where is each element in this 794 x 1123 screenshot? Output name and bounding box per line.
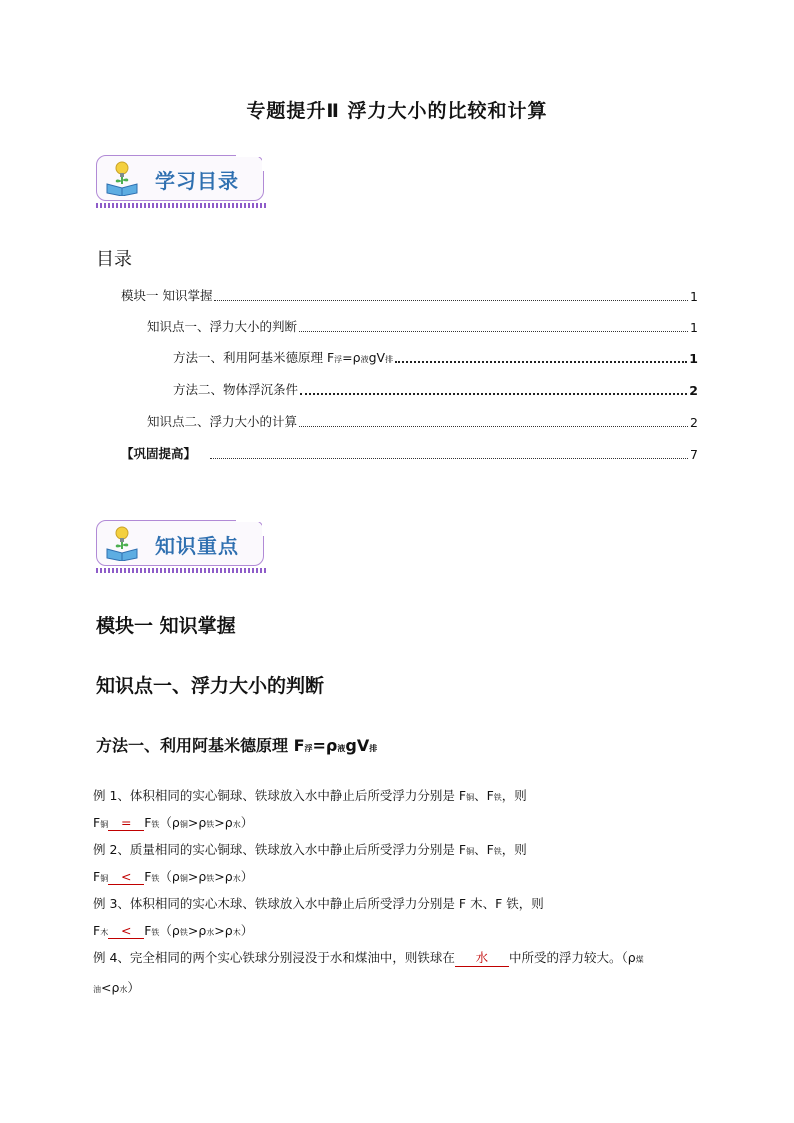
toc-row[interactable] bbox=[147, 317, 698, 335]
toc-label: 【巩固提高】 bbox=[121, 446, 197, 461]
toc-row[interactable] bbox=[147, 412, 698, 430]
module-heading: 模块一 知识掌握 bbox=[96, 615, 236, 637]
toc-page: 1 bbox=[690, 320, 698, 335]
toc-leader bbox=[210, 458, 688, 459]
answer-blank[interactable]: < bbox=[108, 869, 144, 885]
banner-title: 知识重点 bbox=[155, 534, 239, 558]
toc-row[interactable] bbox=[173, 348, 698, 366]
toc-label: 方法一、利用阿基米德原理 F浮=ρ液gV排 bbox=[173, 350, 394, 365]
toc-page: 2 bbox=[689, 383, 698, 398]
toc-label: 方法二、物体浮沉条件 bbox=[173, 382, 299, 397]
book-bulb-icon bbox=[105, 525, 139, 561]
toc-page: 1 bbox=[690, 289, 698, 304]
toc-leader bbox=[300, 393, 687, 395]
toc-label: 知识点一、浮力大小的判断 bbox=[147, 319, 298, 334]
example-1-answer: F铜 = F铁（ρ铜>ρ铁>ρ水） bbox=[93, 815, 254, 830]
banner-learning-goal bbox=[96, 155, 266, 209]
banner-key-knowledge bbox=[96, 520, 266, 574]
toc-row[interactable] bbox=[121, 286, 698, 304]
toc-page: 7 bbox=[690, 447, 698, 462]
knowledge-point-heading: 知识点一、浮力大小的判断 bbox=[96, 675, 325, 697]
toc-leader bbox=[299, 331, 688, 332]
answer-blank[interactable]: < bbox=[108, 923, 144, 939]
example-2-answer: F铜 < F铁（ρ铜>ρ铁>ρ水） bbox=[93, 869, 254, 884]
banner-frame bbox=[96, 155, 264, 201]
toc-label: 模块一 知识掌握 bbox=[121, 288, 213, 303]
page-title: 专题提升Ⅱ 浮力大小的比较和计算 bbox=[246, 100, 548, 122]
answer-blank[interactable]: = bbox=[108, 815, 144, 831]
example-4-continuation: 油<ρ水） bbox=[93, 980, 140, 995]
book-bulb-icon bbox=[105, 160, 139, 196]
example-2-question: 例 2、质量相同的实心铜球、铁球放入水中静止后所受浮力分别是 F铜、F铁，则 bbox=[93, 842, 527, 857]
toc-row[interactable] bbox=[173, 380, 698, 398]
toc-leader bbox=[395, 361, 687, 363]
example-3-question: 例 3、体积相同的实心木球、铁球放入水中静止后所受浮力分别是 F 木、F 铁，则 bbox=[93, 896, 544, 911]
example-3-answer: F木 < F铁（ρ铁>ρ水>ρ木） bbox=[93, 923, 254, 938]
banner-frame bbox=[96, 520, 264, 566]
banner-stripe bbox=[96, 568, 266, 573]
toc-leader bbox=[214, 300, 688, 301]
toc-page: 1 bbox=[689, 351, 698, 366]
method-heading: 方法一、利用阿基米德原理 F浮=ρ液gV排 bbox=[96, 736, 378, 755]
banner-title: 学习目录 bbox=[155, 169, 239, 193]
banner-stripe bbox=[96, 203, 266, 208]
answer-blank[interactable]: 水 bbox=[455, 948, 509, 967]
toc-label: 知识点二、浮力大小的计算 bbox=[147, 414, 298, 429]
toc-leader bbox=[299, 426, 688, 427]
example-4-question: 例 4、完全相同的两个实心铁球分别浸没于水和煤油中，则铁球在 水 中所受的浮力较大。（ρ煤 bbox=[93, 950, 644, 965]
toc-heading: 目录 bbox=[96, 249, 132, 270]
toc-row[interactable] bbox=[121, 444, 698, 462]
example-1-question: 例 1、体积相同的实心铜球、铁球放入水中静止后所受浮力分别是 F铜、F铁，则 bbox=[93, 788, 527, 803]
toc-page: 2 bbox=[690, 415, 698, 430]
